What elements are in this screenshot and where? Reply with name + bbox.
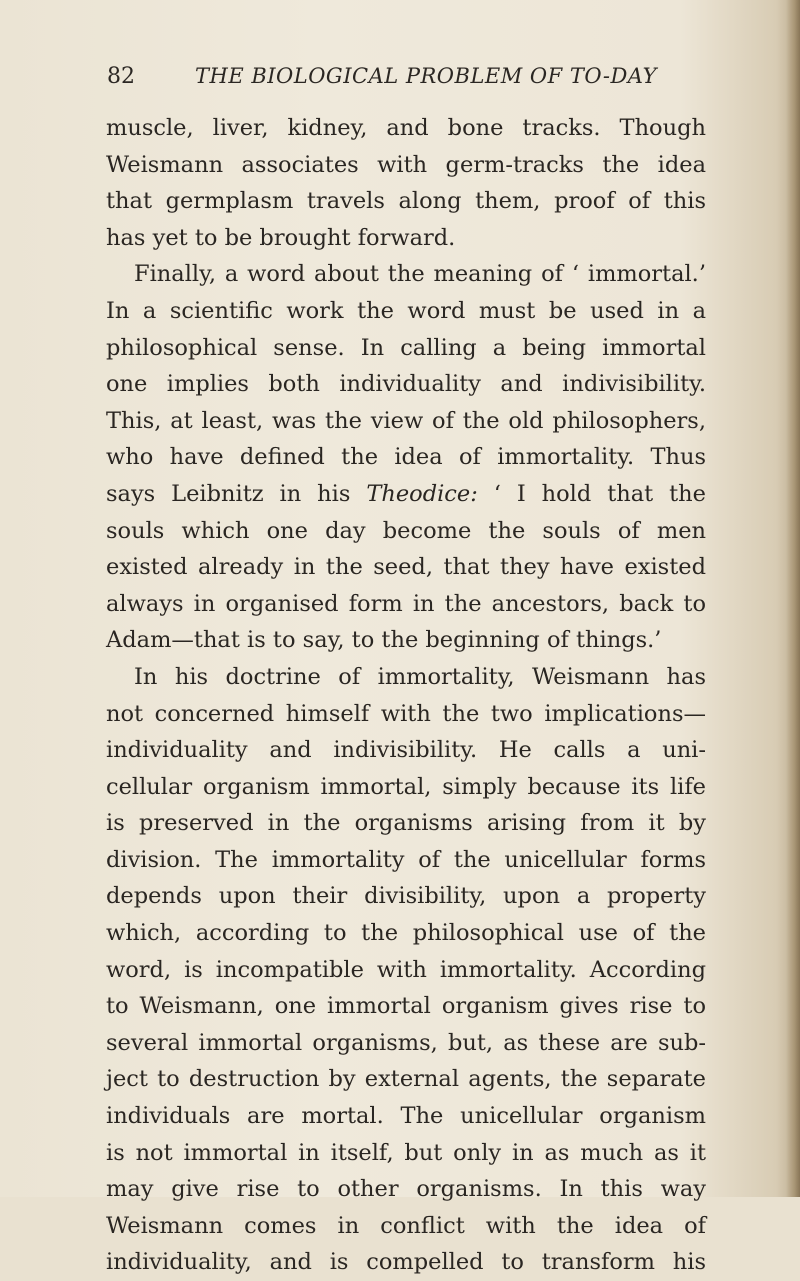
text-line-content: has yet to be brought forward. [106,224,456,251]
text-line [106,1208,706,1245]
text-line [106,147,706,184]
text-line [106,110,706,147]
text-line-content: says Leibnitz in his [106,480,351,507]
text-line-content: not concerned himself with the two implications— [106,700,706,727]
text-line [106,769,706,806]
text-line-content: individuals are mortal. The unicellular organism [106,1103,706,1130]
text-line [106,696,706,733]
text-line-content: muscle, liver, kidney, and bone tracks. Though [106,115,706,141]
page-number: 82 [107,64,135,89]
text-line-content: individuality, and is compelled to transform his [106,1249,706,1276]
text-line [106,1244,706,1281]
italic-title: Theodice: [366,480,478,507]
text-line [106,366,706,403]
text-line-content: philosophical sense. In calling a being immortal [106,334,706,361]
text-line [106,842,706,879]
body-text [106,110,706,1281]
text-line [106,732,706,769]
running-title: THE BIOLOGICAL PROBLEM OF TO-DAY [195,64,657,88]
text-line-content: who have defined the idea of immortality. Thus [106,444,706,471]
text-line-content: Finally, a word about the meaning of ‘ immortal.’ [134,261,706,288]
text-line-content: depends upon their divisibility, upon a property [106,883,706,910]
text-line [106,1171,706,1208]
text-line [106,293,706,330]
text-line [106,256,706,293]
text-line-content: is not immortal in itself, but only in as much as it [106,1139,706,1166]
text-line-content: to Weismann, one immortal organism gives rise to [106,993,706,1020]
text-line-continuation: ‘ I hold that the [493,480,706,507]
text-line [106,183,706,220]
text-line-content: souls which one day become the souls of men [106,517,706,544]
text-line-content: several immortal organisms, but, as these are sub- [106,1029,706,1056]
page-edge-shadow [786,0,800,1197]
text-line-content: may give rise to other organisms. In this way [106,1176,706,1203]
text-line-content: is preserved in the organisms arising from it by [106,810,706,837]
text-line [106,220,706,257]
text-line [106,476,706,513]
text-line-content: division. The immortality of the unicellular forms [106,846,706,873]
text-line-content: individuality and indivisibility. He calls a uni- [106,737,706,764]
text-line-content: always in organised form in the ancestors, back to [106,590,706,617]
text-line-content: Weismann comes in conflict with the idea of [106,1212,706,1239]
text-line-content: Weismann associates with germ-tracks the idea [106,151,706,178]
text-line [106,403,706,440]
text-line [106,513,706,550]
text-line-content: Adam—that is to say, to the beginning of things.’ [106,627,662,654]
text-line-content: word, is incompatible with immortality. According [106,956,706,983]
text-line-content: which, according to the philosophical use of the [106,920,706,947]
page-header [107,64,705,100]
text-line-content: that germplasm travels along them, proof of this [106,188,706,215]
text-line-content: This, at least, was the view of the old philosophers, [106,407,706,434]
text-line [106,1135,706,1172]
text-line-content: In a scientific work the word must be used in a [106,297,706,324]
text-line [106,330,706,367]
text-line [106,659,706,696]
text-line [106,1061,706,1098]
text-line [106,952,706,989]
text-line-content: one implies both individuality and indivisibility. [106,371,706,398]
text-line-content: ject to destruction by external agents, the separate [106,1066,706,1093]
text-line [106,988,706,1025]
text-line-content: In his doctrine of immortality, Weismann has [134,663,706,690]
text-line [106,805,706,842]
text-line [106,549,706,586]
text-line [106,439,706,476]
text-line [106,1025,706,1062]
text-line-content: cellular organism immortal, simply because its life [106,773,706,800]
text-line [106,915,706,952]
text-line [106,1098,706,1135]
text-line [106,586,706,623]
text-line [106,622,706,659]
text-line-content: existed already in the seed, that they have existed [106,554,706,581]
text-line [106,878,706,915]
